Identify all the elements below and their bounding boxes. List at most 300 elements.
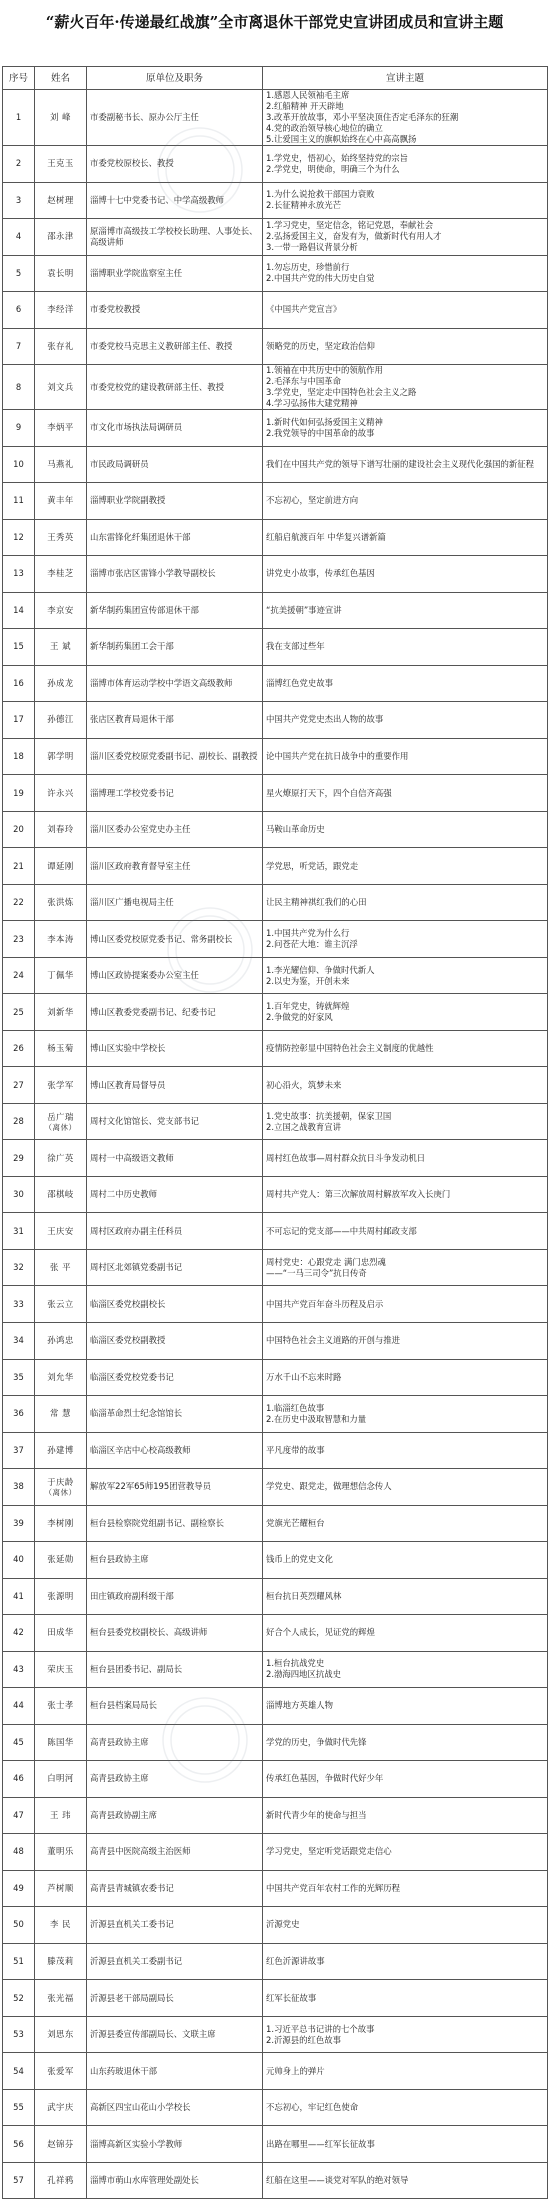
member-position: 临淄区委党校党委书记 <box>87 1359 263 1396</box>
member-name: 张光福 <box>47 1992 74 2003</box>
member-position: 原淄博市高级技工学校校长助理、人事处长、高级讲师 <box>87 219 263 256</box>
topic-line: 2.渤海四地区抗战史 <box>266 1669 341 1680</box>
topic-line: 论中国共产党在抗日战争中的重要作用 <box>266 750 409 761</box>
member-name: 白明河 <box>47 1773 74 1784</box>
member-position: 桓台县检察院党组副书记、副检察长 <box>87 1505 263 1542</box>
member-position: 桓台县政协主席 <box>87 1542 263 1579</box>
row-number: 14 <box>3 592 35 629</box>
row-number: 47 <box>3 1797 35 1834</box>
member-name-cell <box>35 410 87 447</box>
topic-line: 2.中国共产党的伟大历史自觉 <box>266 273 375 284</box>
header-position: 原单位及职务 <box>87 67 263 90</box>
member-name: 孔祥鸦 <box>47 2175 74 2186</box>
member-name: 张云立 <box>47 1298 74 1309</box>
topic-line: 2.以史为鉴，开创未来 <box>266 975 350 986</box>
topic-line: 2.弘扬爱国主义，奋发有为，做新时代有用人才 <box>266 231 442 242</box>
member-name: 王庆安 <box>47 1225 74 1236</box>
table-row <box>3 1469 548 1506</box>
table-row <box>3 1286 548 1323</box>
lecture-topic <box>263 446 548 483</box>
table-row <box>3 519 548 556</box>
lecturer-table <box>2 66 548 2199</box>
member-name-cell <box>35 811 87 848</box>
lecture-topic <box>263 738 548 775</box>
member-name: 丁佩华 <box>47 970 74 981</box>
member-position: 沂源县老干部局副局长 <box>87 1980 263 2017</box>
member-name-cell <box>35 1724 87 1761</box>
row-number: 40 <box>3 1542 35 1579</box>
table-row <box>3 629 548 666</box>
member-position: 临淄革命烈士纪念馆馆长 <box>87 1396 263 1433</box>
member-name: 岳广瑞 <box>47 1111 74 1122</box>
member-name: 田成华 <box>47 1627 74 1638</box>
table-row <box>3 2162 548 2199</box>
table-row <box>3 1030 548 1067</box>
topic-line: 1.感恩人民领袖毛主席 <box>266 90 350 100</box>
lecture-topic <box>263 2053 548 2090</box>
member-position: 周村一中高级语文教师 <box>87 1140 263 1177</box>
table-row <box>3 90 548 146</box>
topic-line: 周村共产党人：第三次解放周村解放军攻入长庚门 <box>266 1189 451 1200</box>
member-name: 杨玉菊 <box>47 1043 74 1054</box>
lecture-topic <box>263 1432 548 1469</box>
member-name-cell <box>35 1907 87 1944</box>
topic-line: 党旗光芒耀桓台 <box>266 1517 325 1528</box>
lecture-topic <box>263 1542 548 1579</box>
table-row <box>3 328 548 365</box>
topic-line: 新时代青少年的使命与担当 <box>266 1809 367 1820</box>
topic-line: 1.党史故事：抗美援朝，保家卫国 <box>266 1110 392 1121</box>
member-name: 刘允华 <box>47 1371 74 1382</box>
topic-line: 红船启航渡百年 中华复兴谱新篇 <box>266 531 386 542</box>
topic-line: 1.中国共产党为什么行 <box>266 928 350 939</box>
lecture-topic <box>263 1615 548 1652</box>
lecture-topic <box>263 1213 548 1250</box>
member-position: 山东药玻退休干部 <box>87 2053 263 2090</box>
table-row <box>3 1213 548 1250</box>
member-position: 解放军22军65师195团营教导员 <box>87 1469 263 1506</box>
member-name-cell <box>35 702 87 739</box>
member-position: 市民政局调研员 <box>87 446 263 483</box>
table-row <box>3 1797 548 1834</box>
member-name-cell <box>35 1505 87 1542</box>
member-position: 高青县政协主席 <box>87 1761 263 1798</box>
topic-line: 《中国共产党宣言》 <box>266 304 342 315</box>
row-number: 44 <box>3 1688 35 1725</box>
table-row <box>3 1651 548 1688</box>
row-number: 5 <box>3 255 35 292</box>
member-name: 邵棋岐 <box>47 1189 74 1200</box>
topic-line: 出路在哪里——红军长征故事 <box>266 2138 375 2149</box>
member-name-cell <box>35 2162 87 2199</box>
topic-line: 1.领袖在中共历史中的领航作用 <box>266 365 383 376</box>
header-topic: 宣讲主题 <box>263 67 548 90</box>
member-position: 市委党校党的建设教研部主任、教授 <box>87 365 263 410</box>
row-number: 16 <box>3 665 35 702</box>
member-name-cell <box>35 1067 87 1104</box>
member-name: 陈国华 <box>47 1736 74 1747</box>
topic-line: 中国共产党百年奋斗历程及启示 <box>266 1298 384 1309</box>
member-position: 淄博市体育运动学校中学语文高级教师 <box>87 665 263 702</box>
member-name: 荣庆玉 <box>47 1663 74 1674</box>
member-name-cell <box>35 921 87 958</box>
topic-line: 1.新时代如何弘扬爱国主义精神 <box>266 416 383 427</box>
member-name-cell <box>35 1322 87 1359</box>
member-name-cell <box>35 1249 87 1286</box>
topic-line: 4.学习弘扬伟大建党精神 <box>266 398 358 409</box>
row-number: 53 <box>3 2016 35 2053</box>
lecture-topic <box>263 255 548 292</box>
member-name-cell <box>35 90 87 146</box>
lecture-topic <box>263 328 548 365</box>
topic-line: 传承红色基因，争做时代好少年 <box>266 1773 384 1784</box>
topic-line: 让民主精神祺红我们的心田 <box>266 897 367 908</box>
topic-line: 元帅身上的弹片 <box>266 2065 325 2076</box>
table-row <box>3 146 548 183</box>
lecture-topic <box>263 2126 548 2163</box>
table-row <box>3 410 548 447</box>
table-row <box>3 1834 548 1871</box>
member-position: 博山区委党校原党委书记、常务副校长 <box>87 921 263 958</box>
member-position: 新华制药集团工会干部 <box>87 629 263 666</box>
member-name-cell <box>35 1615 87 1652</box>
member-name: 李桂芝 <box>47 568 74 579</box>
member-name: 李本涛 <box>47 933 74 944</box>
topic-line: 1.桓台抗战党史 <box>266 1658 325 1669</box>
lecture-topic <box>263 1943 548 1980</box>
row-number: 30 <box>3 1176 35 1213</box>
row-number: 7 <box>3 328 35 365</box>
topic-line: 红船在这里——谈党对军队的绝对领导 <box>266 2175 409 2186</box>
row-number: 35 <box>3 1359 35 1396</box>
member-name: 常 慧 <box>50 1408 71 1419</box>
lecture-topic <box>263 1870 548 1907</box>
member-position: 临淄区辛店中心校高级教师 <box>87 1432 263 1469</box>
topic-line: 2.问苍茫大地：谁主沉浮 <box>266 939 358 950</box>
row-number: 51 <box>3 1943 35 1980</box>
member-name-cell <box>35 146 87 183</box>
member-name: 袁长明 <box>47 267 74 278</box>
member-name-cell <box>35 1761 87 1798</box>
member-position: 高青县政协副主席 <box>87 1797 263 1834</box>
topic-line: 1.百年党史，铸就辉煌 <box>266 1001 350 1012</box>
row-number: 25 <box>3 994 35 1031</box>
lecture-topic <box>263 629 548 666</box>
member-name-cell <box>35 1286 87 1323</box>
topic-line: 疫情防控彰显中国特色社会主义制度的优越性 <box>266 1043 434 1054</box>
row-number: 57 <box>3 2162 35 2199</box>
lecture-topic <box>263 1578 548 1615</box>
member-name: 刘 峰 <box>50 112 71 122</box>
member-name-cell <box>35 1396 87 1433</box>
member-name-cell <box>35 1176 87 1213</box>
member-name: 张 平 <box>50 1262 71 1273</box>
topic-line: “抗美援朝”事迹宣讲 <box>266 604 342 615</box>
member-name: 孙成龙 <box>47 677 74 688</box>
member-name-cell <box>35 182 87 219</box>
row-number: 2 <box>3 146 35 183</box>
row-number: 48 <box>3 1834 35 1871</box>
lecture-topic <box>263 994 548 1031</box>
member-position: 周村区北郊镇党委副书记 <box>87 1249 263 1286</box>
table-row <box>3 219 548 256</box>
member-name-cell <box>35 519 87 556</box>
lecture-topic <box>263 182 548 219</box>
member-name: 李炳平 <box>47 422 74 433</box>
member-name: 张士孝 <box>47 1700 74 1711</box>
lecture-topic <box>263 1907 548 1944</box>
table-row <box>3 1980 548 2017</box>
member-name-cell <box>35 884 87 921</box>
member-name-cell <box>35 365 87 410</box>
member-name: 黄丰年 <box>47 495 74 506</box>
lecture-topic <box>263 1688 548 1725</box>
member-name-cell <box>35 255 87 292</box>
row-number: 6 <box>3 292 35 329</box>
row-number: 10 <box>3 446 35 483</box>
lecture-topic <box>263 1980 548 2017</box>
topic-line: 2.长征精神永放光芒 <box>266 200 341 211</box>
topic-line: 沂源党史 <box>266 1919 300 1930</box>
lecture-topic <box>263 1396 548 1433</box>
member-name: 邵永津 <box>47 231 74 242</box>
table-row <box>3 292 548 329</box>
lecture-topic <box>263 1140 548 1177</box>
topic-line: 中国共产党百年农村工作的光辉历程 <box>266 1882 400 1893</box>
member-position: 博山区教委党委副书记、纪委书记 <box>87 994 263 1031</box>
row-number: 18 <box>3 738 35 775</box>
lecture-topic <box>263 1469 548 1506</box>
table-row <box>3 592 548 629</box>
member-name: 李树刚 <box>47 1517 74 1528</box>
topic-line: 学党史、跟党走，做理想信念传人 <box>266 1481 392 1492</box>
topic-line: 1.学党史，悟初心，始终坚持党的宗旨 <box>266 152 408 163</box>
member-position: 周村区政府办副主任科员 <box>87 1213 263 1250</box>
member-name: 刘新华 <box>47 1006 74 1017</box>
lecture-topic <box>263 1103 548 1140</box>
member-position: 淄博理工学校党委书记 <box>87 775 263 812</box>
row-number: 32 <box>3 1249 35 1286</box>
member-name: 张爱军 <box>47 2065 74 2076</box>
table-row <box>3 1724 548 1761</box>
member-name: 徐广英 <box>47 1152 74 1163</box>
member-name: 张延勋 <box>47 1554 74 1565</box>
topic-line: 中国共产党党史杰出人物的故事 <box>266 714 384 725</box>
row-number: 31 <box>3 1213 35 1250</box>
member-position: 高青县政协主席 <box>87 1724 263 1761</box>
member-status: （离休） <box>44 1122 77 1132</box>
table-row <box>3 556 548 593</box>
lecture-topic <box>263 2089 548 2126</box>
lecture-topic <box>263 1797 548 1834</box>
member-name-cell <box>35 2053 87 2090</box>
member-position: 淄川区委办公室党史办主任 <box>87 811 263 848</box>
member-name-cell <box>35 556 87 593</box>
topic-line: 1.学习党史，坚定信念，铭记党恩，奉献社会 <box>266 220 434 231</box>
member-name-cell <box>35 1469 87 1506</box>
lecture-topic <box>263 2016 548 2053</box>
topic-line: 钱币上的党史文化 <box>266 1554 333 1565</box>
topic-line: 好合个人成长，见证党的辉煌 <box>266 1627 375 1638</box>
row-number: 17 <box>3 702 35 739</box>
topic-line: 2.毛泽东与中国革命 <box>266 376 341 387</box>
row-number: 46 <box>3 1761 35 1798</box>
row-number: 8 <box>3 365 35 410</box>
member-name-cell <box>35 738 87 775</box>
topic-line: 平凡度带的故事 <box>266 1444 325 1455</box>
row-number: 45 <box>3 1724 35 1761</box>
lecture-topic <box>263 665 548 702</box>
topic-line: 讲党史小故事，传承红色基因 <box>266 568 375 579</box>
lecture-topic <box>263 884 548 921</box>
member-name: 李 民 <box>50 1919 71 1930</box>
row-number: 34 <box>3 1322 35 1359</box>
lecture-topic <box>263 921 548 958</box>
table-row <box>3 446 548 483</box>
member-position: 高青县青城镇农委书记 <box>87 1870 263 1907</box>
member-position: 高新区四宝山花山小学校长 <box>87 2089 263 2126</box>
member-position: 博山区教育局督导员 <box>87 1067 263 1104</box>
lecture-topic <box>263 519 548 556</box>
topic-line: 淄博红色党史故事 <box>266 677 333 688</box>
topic-line: 学习党史，坚定听党话跟党走信心 <box>266 1846 392 1857</box>
page-title: “薪火百年·传递最红战旗”全市离退休干部党史宣讲团成员和宣讲主题 <box>45 13 504 31</box>
table-row <box>3 1542 548 1579</box>
member-name-cell <box>35 483 87 520</box>
member-name-cell <box>35 1140 87 1177</box>
member-name: 王 斌 <box>50 641 71 652</box>
topic-line: 2.我党领导的中国革命的故事 <box>266 427 375 438</box>
member-position: 田庄镇政府副科级干部 <box>87 1578 263 1615</box>
member-position: 桓台县档案局局长 <box>87 1688 263 1725</box>
member-name-cell <box>35 994 87 1031</box>
row-number: 15 <box>3 629 35 666</box>
lecture-topic <box>263 1322 548 1359</box>
topic-line: 不忘初心，坚定前进方向 <box>266 495 359 506</box>
row-number: 54 <box>3 2053 35 2090</box>
row-number: 42 <box>3 1615 35 1652</box>
lecture-topic <box>263 957 548 994</box>
member-name-cell <box>35 1103 87 1140</box>
topic-line: ——“一马三司令”抗日传奇 <box>266 1267 367 1278</box>
topic-line: 2.争做党的好家风 <box>266 1012 333 1023</box>
table-row <box>3 1359 548 1396</box>
topic-line: 周村红色故事—周村群众抗日斗争发动机日 <box>266 1152 426 1163</box>
topic-line: 学党思，听党话，跟党走 <box>266 860 359 871</box>
table-row <box>3 884 548 921</box>
member-position: 市委党校马克思主义教研部主任、教授 <box>87 328 263 365</box>
table-row <box>3 483 548 520</box>
topic-line: 不忘初心，牢记红色使命 <box>266 2102 359 2113</box>
row-number: 20 <box>3 811 35 848</box>
member-position: 博山区实验中学校长 <box>87 1030 263 1067</box>
lecture-topic <box>263 1030 548 1067</box>
header-no: 序号 <box>3 67 35 90</box>
member-name: 武宇庆 <box>47 2102 74 2113</box>
topic-line: 中国特色社会主义道路的开创与推进 <box>266 1335 400 1346</box>
lecture-topic <box>263 556 548 593</box>
member-name-cell <box>35 292 87 329</box>
member-name: 王克玉 <box>47 158 74 169</box>
row-number: 56 <box>3 2126 35 2163</box>
row-number: 41 <box>3 1578 35 1615</box>
table-row <box>3 2126 548 2163</box>
lecture-topic <box>263 702 548 739</box>
lecture-topic <box>263 1724 548 1761</box>
table-row <box>3 255 548 292</box>
table-row <box>3 1432 548 1469</box>
member-position: 沂源县直机关工委副书记 <box>87 1943 263 1980</box>
table-row <box>3 994 548 1031</box>
member-position: 高青县中医院高级主治医师 <box>87 1834 263 1871</box>
member-name-cell <box>35 1980 87 2017</box>
member-name-cell <box>35 1797 87 1834</box>
row-number: 37 <box>3 1432 35 1469</box>
member-position: 市委党校教授 <box>87 292 263 329</box>
member-position: 周村文化馆馆长、党支部书记 <box>87 1103 263 1140</box>
table-row <box>3 921 548 958</box>
member-position: 淄博十七中党委书记、中学高级教师 <box>87 182 263 219</box>
table-row <box>3 1322 548 1359</box>
topic-line: 1.勿忘历史，珍惜前行 <box>266 262 350 273</box>
member-name: 张学军 <box>47 1079 74 1090</box>
lecture-topic <box>263 2162 548 2199</box>
topic-line: 3.一带一路倡议背景分析 <box>266 242 358 253</box>
table-row <box>3 1615 548 1652</box>
member-position: 桓台县团委书记、副局长 <box>87 1651 263 1688</box>
member-name: 马燕礼 <box>47 458 74 469</box>
row-number: 3 <box>3 182 35 219</box>
member-name-cell <box>35 328 87 365</box>
header-name: 姓名 <box>35 67 87 90</box>
row-number: 33 <box>3 1286 35 1323</box>
lecture-topic <box>263 1505 548 1542</box>
topic-line: 周村党史：心跟党走 满门忠烈魂 <box>266 1256 386 1267</box>
row-number: 22 <box>3 884 35 921</box>
table-row <box>3 1907 548 1944</box>
table-row <box>3 665 548 702</box>
member-name-cell <box>35 665 87 702</box>
member-name: 孙建博 <box>47 1444 74 1455</box>
member-position: 沂源县委宣传部副局长、文联主席 <box>87 2016 263 2053</box>
member-name-cell <box>35 1651 87 1688</box>
member-name: 于庆龄 <box>47 1476 74 1487</box>
topic-line: 我们在中国共产党的领导下谱写壮丽的建设社会主义现代化强国的新征程 <box>266 458 534 469</box>
row-number: 9 <box>3 410 35 447</box>
member-name-cell <box>35 1030 87 1067</box>
member-name-cell <box>35 2016 87 2053</box>
row-number: 43 <box>3 1651 35 1688</box>
row-number: 24 <box>3 957 35 994</box>
table-row <box>3 738 548 775</box>
member-name: 李京安 <box>47 604 74 615</box>
member-name: 刘春玲 <box>47 824 74 835</box>
lecture-topic <box>263 483 548 520</box>
table-row <box>3 702 548 739</box>
topic-line: 不可忘记的党支部——中共周村邮政支部 <box>266 1225 417 1236</box>
topic-line: 2.学党史，明使命，明确三个为什么 <box>266 163 400 174</box>
topic-line: 红色沂源讲故事 <box>266 1956 325 1966</box>
table-row <box>3 1505 548 1542</box>
lecture-topic <box>263 219 548 256</box>
member-name: 张洪炼 <box>47 897 74 908</box>
topic-line: 桓台抗日英烈耀风林 <box>266 1590 342 1601</box>
member-position: 市文化市场执法局调研员 <box>87 410 263 447</box>
topic-line: 学党的历史，争做时代先锋 <box>266 1736 367 1747</box>
row-number: 1 <box>3 90 35 146</box>
topic-line: 星火燎原打天下，四个自信齐高强 <box>266 787 392 798</box>
lecture-topic <box>263 1761 548 1798</box>
